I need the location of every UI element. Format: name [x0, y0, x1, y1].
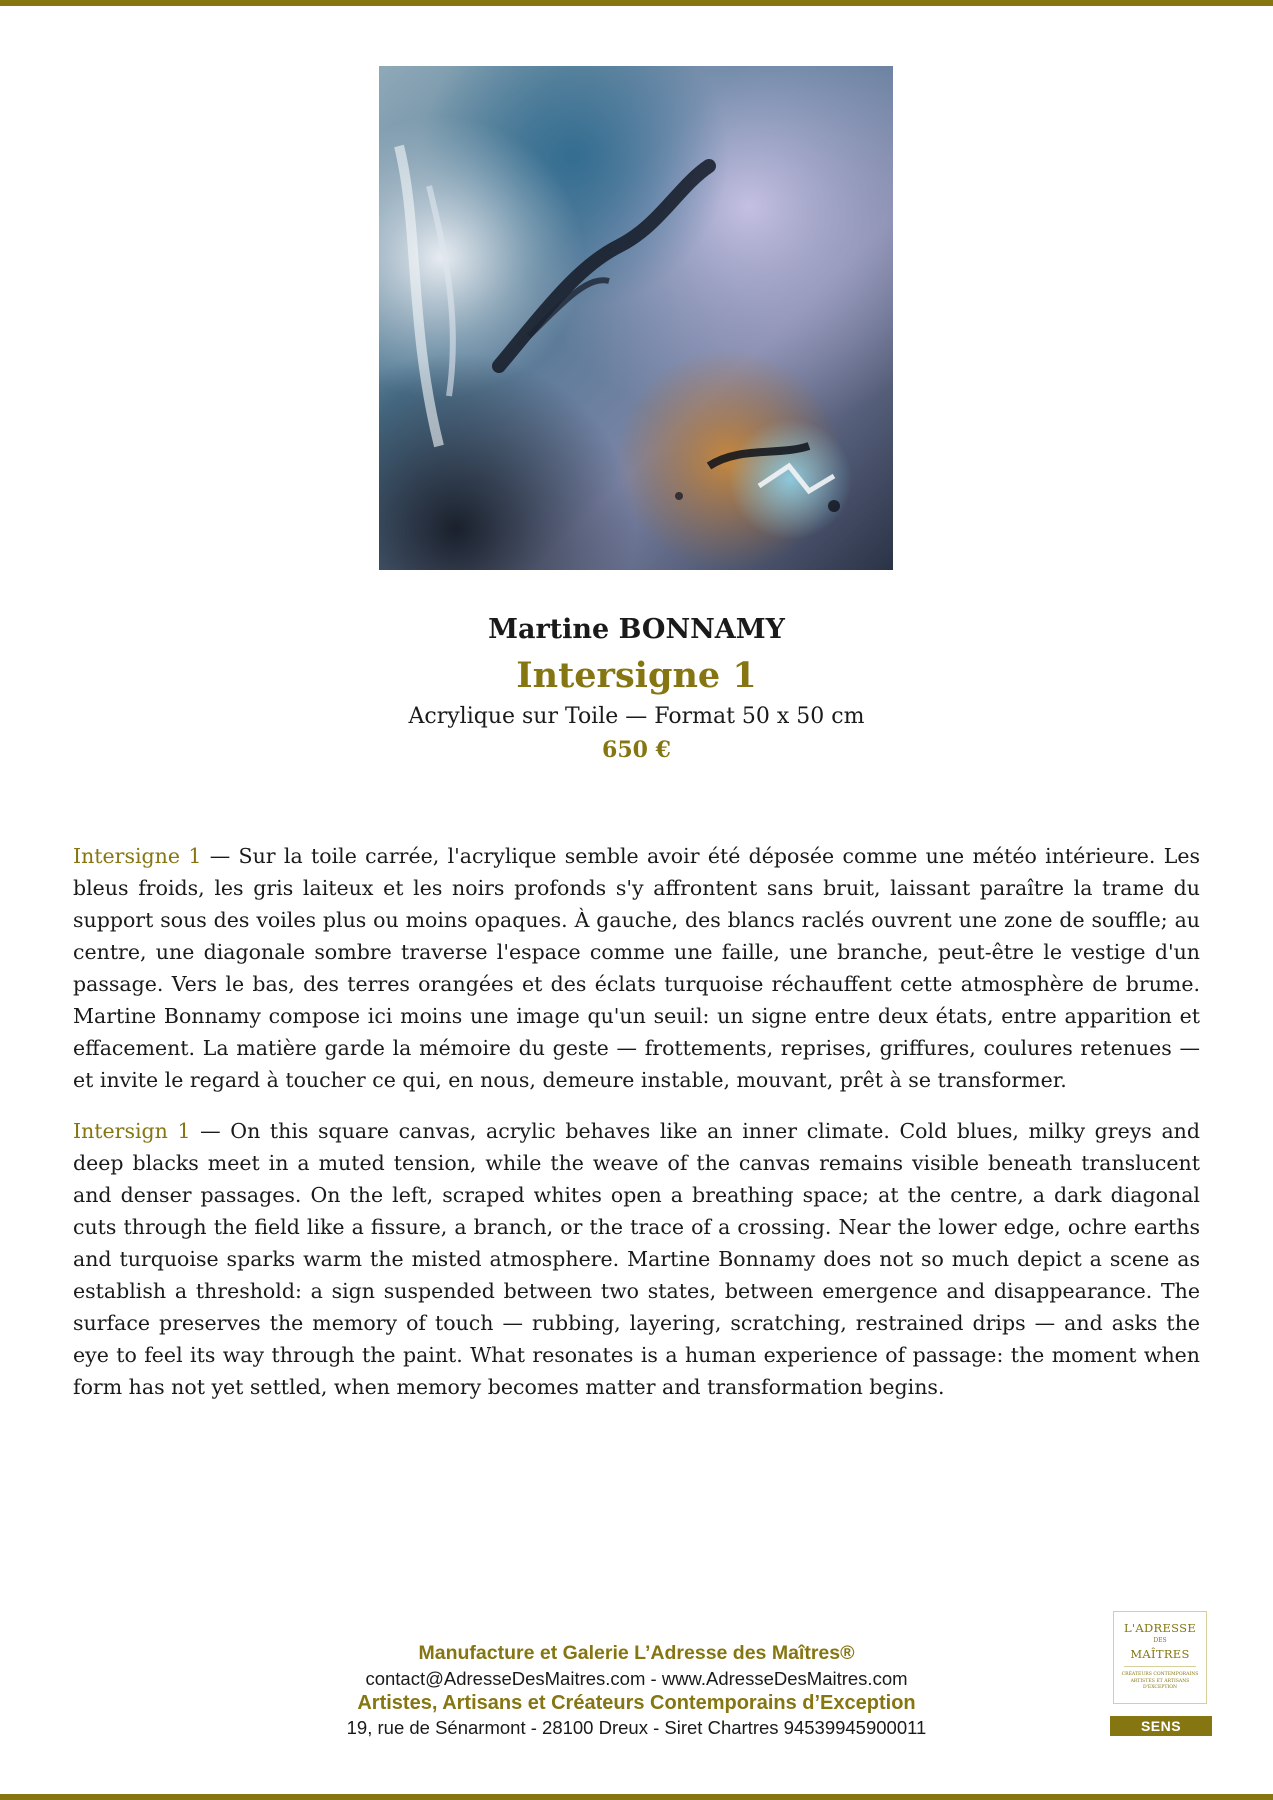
- artwork-title: Intersigne 1: [516, 655, 757, 696]
- description-en: [73, 1115, 1200, 1403]
- logo-text-line3: MAÎTRES: [1130, 1647, 1190, 1661]
- logo-text-line1: L'ADRESSE: [1123, 1621, 1197, 1635]
- logo-text-line2: DES: [1153, 1637, 1167, 1644]
- artwork-image: [379, 66, 893, 570]
- sens-badge: SENS: [1110, 1716, 1212, 1736]
- footer-address: 19, rue de Sénarmont - 28100 Dreux - Siret Chartres 94539945900011: [346, 1717, 927, 1738]
- gallery-logo: [1113, 1611, 1207, 1704]
- footer-contact: contact@AdresseDesMaitres.com - www.AdresseDesMaitres.com: [365, 1668, 908, 1689]
- bottom-border: [0, 1794, 1273, 1800]
- artwork-price: 650 €: [602, 737, 671, 763]
- logo-divider: [1124, 1666, 1196, 1667]
- footer-tagline: Artistes, Artisans et Créateurs Contemporains d’Exception: [357, 1692, 916, 1714]
- footer-gallery-name: Manufacture et Galerie L’Adresse des Maîtres®: [418, 1642, 855, 1664]
- description-en-text: — On this square canvas, acrylic behaves like an inner climate. Cold blues, milky greys and deep blacks meet in a muted tension, while the weave of the canvas remains visible beneath translucent and denser passages. On the left, scraped whites open a breathing space; at the centre, a dark diagonal cuts through the field like a fissure, a branch, or the trace of a crossing. Near the lower edge, ochre earths and turquoise sparks warm the misted atmosphere. Martine Bonnamy does not so much depict a scene as establish a threshold: a sign suspended between two states, between emergence and disappearance. The surface preserves the memory of touch — rubbing, layering, scratching, restrained drips — and asks the eye to feel its way through the paint. What resonates is a human experience of passage: the moment when form has not yet settled, when memory becomes matter and transformation begins.: [73, 1119, 1200, 1399]
- description-fr-lead: Intersigne 1: [73, 844, 202, 868]
- top-border: [0, 0, 1273, 6]
- description-fr: [73, 840, 1200, 1096]
- description-fr-text: — Sur la toile carrée, l'acrylique semble avoir été déposée comme une météo intérieure. Les bleus froids, les gris laiteux et les noirs profonds s'y affrontent sans bruit, laissant paraître la trame du support sous des voiles plus ou moins opaques. À gauche, des blancs raclés ouvrent une zone de souffle; au centre, une diagonale sombre traverse l'espace comme une faille, une branche, peut-être le vestige d'un passage. Vers le bas, des terres orangées et des éclats turquoise réchauffent cette atmosphère de brume. Martine Bonnamy compose ici moins une image qu'un seuil: un signe entre deux états, entre apparition et effacement. La matière garde la mémoire du geste — frottements, reprises, griffures, coulures retenues — et invite le regard à toucher ce qui, en nous, demeure instable, mouvant, prêt à se transformer.: [73, 844, 1200, 1092]
- description-en-lead: Intersign 1: [73, 1119, 191, 1143]
- logo-text-line4: CRÉATEURS CONTEMPORAINS ARTISTES ET ARTISANS D'EXCEPTION: [1121, 1672, 1199, 1690]
- artwork-medium: Acrylique sur Toile — Format 50 x 50 cm: [408, 704, 865, 729]
- artist-name: Martine BONNAMY: [488, 614, 785, 645]
